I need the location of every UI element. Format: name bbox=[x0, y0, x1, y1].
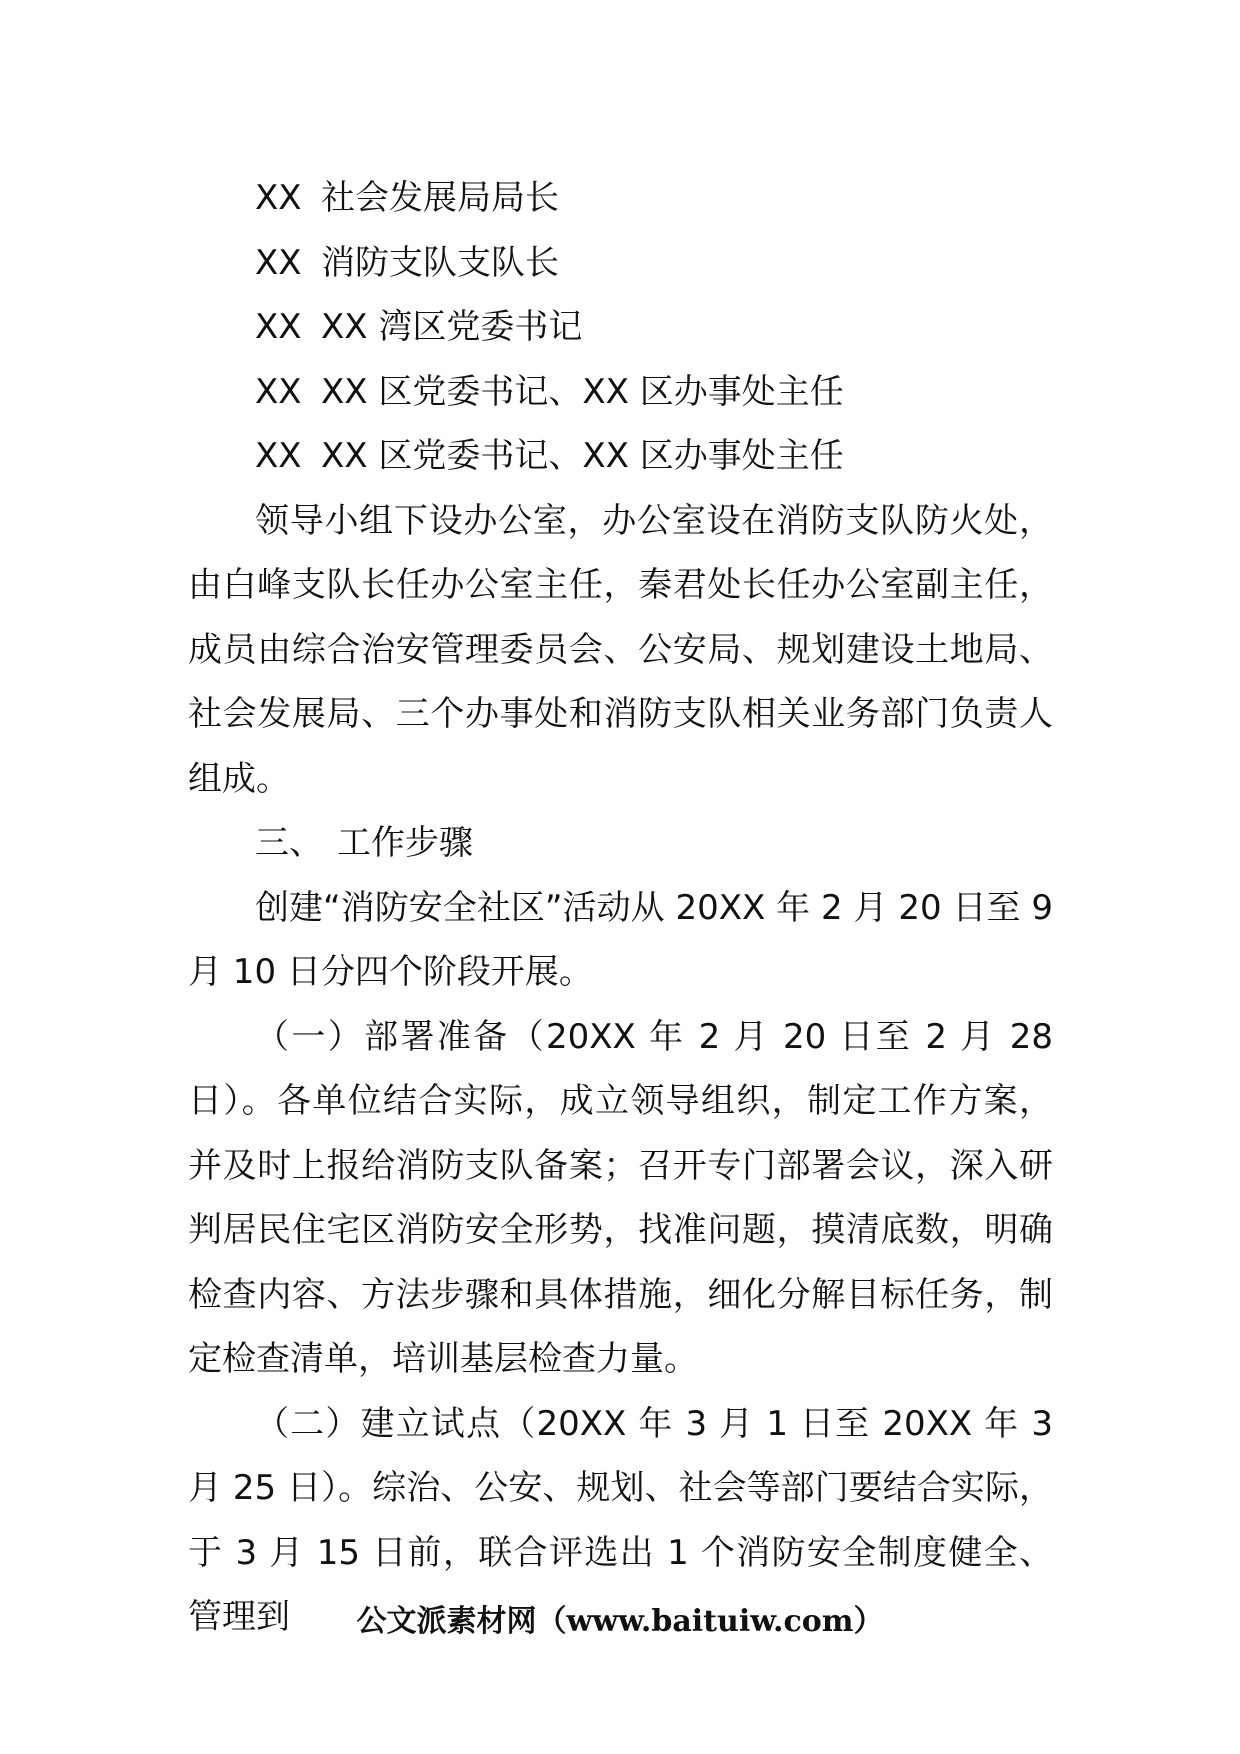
member-line bbox=[188, 360, 1053, 425]
member-title: XX 区党委书记、XX 区办事处主任 bbox=[321, 436, 844, 476]
stage-two-paragraph: （二）建立试点（20XX 年 3 月 1 日至 20XX 年 3 月 25 日）。综治、公安、规划、社会等部门要结合实际，于 3 月 15 日前，联合评选出 1 个消防安全制度健全、管理到 bbox=[188, 1403, 1053, 1637]
member-name: XX bbox=[255, 178, 302, 218]
section-title: 工作步骤 bbox=[337, 823, 473, 863]
member-name: XX bbox=[255, 436, 302, 476]
member-name: XX bbox=[255, 307, 302, 347]
member-line bbox=[188, 231, 1053, 296]
member-title: 消防支队支队长 bbox=[321, 242, 559, 283]
member-line bbox=[188, 166, 1053, 231]
footer-source: 公文派素材网（www.baituiw.com） bbox=[356, 1604, 884, 1639]
stage-one-paragraph: （一）部署准备（20XX 年 2 月 20 日至 2 月 28 日）。各单位结合实际，成立领导组织，制定工作方案，并及时上报给消防支队备案；召开专门部署会议，深入研判居民住宅区消防安全形势，找准问题，摸清底数，明确检查内容、方法步骤和具体措施，细化分解目标任务，制定检查清单，培训基层检查力量。 bbox=[188, 1016, 1053, 1379]
member-title: XX 湾区党委书记 bbox=[321, 307, 583, 347]
member-title: 社会发展局局长 bbox=[321, 178, 559, 218]
member-line bbox=[188, 424, 1053, 489]
member-title: XX 区党委书记、XX 区办事处主任 bbox=[321, 371, 844, 412]
member-name: XX bbox=[255, 371, 302, 412]
office-paragraph: 领导小组下设办公室，办公室设在消防支队防火处，由白峰支队长任办公室主任，秦君处长任办公室副主任，成员由综合治安管理委员会、公安局、规划建设土地局、社会发展局、三个办事处和消防支队相关业务部门负责人组成。 bbox=[188, 500, 1053, 799]
member-line bbox=[188, 295, 1053, 360]
document-body bbox=[188, 166, 1053, 1650]
section-heading bbox=[188, 811, 1053, 876]
section-number: 三、 bbox=[255, 823, 323, 863]
member-name: XX bbox=[255, 242, 302, 283]
intro-paragraph: 创建“消防安全社区”活动从 20XX 年 2 月 20 日至 9 月 10 日分四个阶段开展。 bbox=[188, 887, 1053, 992]
